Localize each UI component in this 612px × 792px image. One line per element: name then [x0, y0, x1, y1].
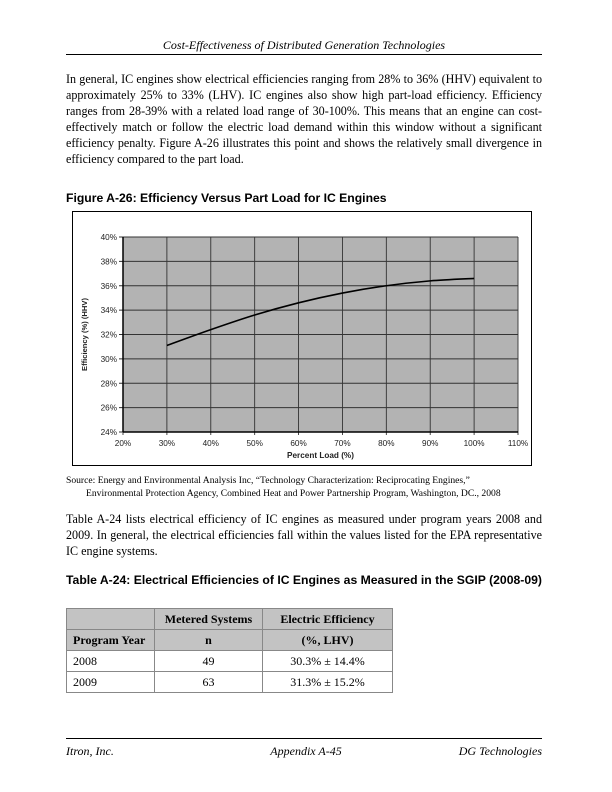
x-tick-label: 60% [290, 439, 307, 448]
efficiency-table [66, 608, 393, 693]
footer-right: DG Technologies [458, 744, 542, 758]
y-tick-label: 36% [100, 281, 117, 291]
table-row [67, 651, 393, 672]
header-cell [67, 609, 155, 630]
x-tick-label: 20% [114, 439, 132, 448]
footer-left: Itron, Inc. [66, 744, 114, 758]
header-cell-units: (%, LHV) [263, 630, 393, 651]
cell-efficiency: 30.3% ± 14.4% [263, 651, 393, 672]
x-tick-label: 40% [202, 439, 219, 448]
footer-rule [66, 738, 542, 739]
source-line-1: Source: Energy and Environmental Analysis Inc, “Technology Characterization: Reciprocating Engines,” [66, 475, 470, 486]
cell-n: 63 [155, 672, 263, 693]
y-tick-label: 26% [100, 403, 117, 413]
y-tick-label: 34% [100, 306, 117, 316]
x-tick-label: 80% [378, 439, 395, 448]
footer-center: Appendix A-45 [270, 744, 342, 758]
y-tick-label: 40% [100, 233, 117, 242]
y-tick-label: 38% [100, 257, 117, 267]
y-tick-label: 24% [100, 428, 117, 437]
intro-paragraph: In general, IC engines show electrical efficiencies ranging from 28% to 36% (HHV) equivalent to approximately 25% to 33% (LHV). IC engines also show high part-load efficiency. Efficiency ranges from 28-39% with a related load range of 30-100%. This means that an engine can cost-effectively match or follow the electric load demand within this window without a significant efficiency penalty. Figure A-26 illustrates this point and shows the relatively small divergence in efficiency compared to the part load. [66, 72, 542, 166]
y-tick-label: 30% [100, 354, 117, 364]
table-header-row-2 [67, 630, 393, 651]
x-tick-label: 50% [246, 439, 263, 448]
figure-source [66, 475, 546, 500]
x-axis-label: Percent Load (%) [287, 451, 354, 460]
running-header-title: Cost-Effectiveness of Distributed Generation Technologies [162, 38, 446, 52]
y-axis-label: Efficiency (%) (HHV) [80, 298, 89, 371]
cell-efficiency: 31.3% ± 15.2% [263, 672, 393, 693]
header-cell-electric-efficiency: Electric Efficiency [263, 609, 393, 630]
cell-year: 2008 [67, 651, 155, 672]
cell-year: 2009 [67, 672, 155, 693]
x-tick-label: 30% [158, 439, 176, 448]
table-row [67, 672, 393, 693]
x-tick-label: 90% [422, 439, 439, 448]
y-tick-label: 32% [100, 330, 117, 340]
x-tick-label: 100% [463, 439, 485, 448]
header-cell-n: n [155, 630, 263, 651]
table-intro-paragraph: Table A-24 lists electrical efficiency of IC engines as measured under program years 2008 and 2009. In general, the electrical efficiencies fall within the values listed for the EPA representative IC engine systems. [66, 512, 542, 558]
y-tick-label: 28% [100, 379, 117, 389]
figure-caption: Figure A-26: Efficiency Versus Part Load for IC Engines [66, 191, 387, 205]
source-line-2: Environmental Protection Agency, Combined Heat and Power Partnership Program, Washington, DC., 2008 [86, 487, 501, 499]
table-header-row-1 [67, 609, 393, 630]
x-tick-label: 70% [334, 439, 351, 448]
x-tick-label: 110% [507, 439, 529, 448]
plot-area [80, 233, 528, 460]
cell-n: 49 [155, 651, 263, 672]
header-cell-metered-systems: Metered Systems [155, 609, 263, 630]
header-cell-program-year: Program Year [67, 630, 155, 651]
table-caption: Table A-24: Electrical Efficiencies of IC Engines as Measured in the SGIP (2008-09) [66, 573, 542, 587]
